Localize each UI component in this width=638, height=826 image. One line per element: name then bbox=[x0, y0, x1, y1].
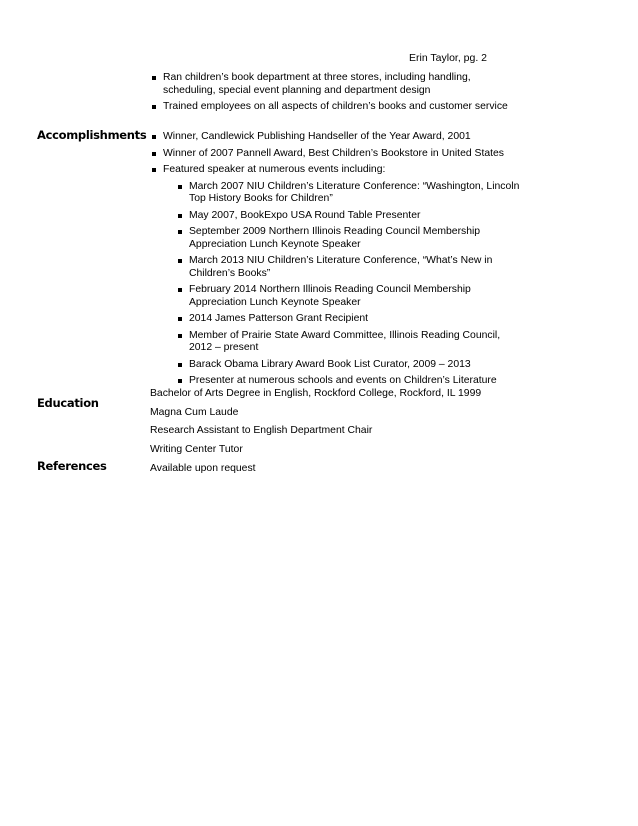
speaking-item: Barack Obama Library Award Book List Curator, 2009 – 2013 bbox=[176, 359, 520, 372]
speaking-item: September 2009 Northern Illinois Reading Council Membership Appreciation Lunch Keynote Speaker bbox=[176, 226, 520, 251]
speaking-item: March 2007 NIU Children’s Literature Conference: “Washington, Lincoln Top History Books for Children” bbox=[176, 181, 520, 206]
speaking-item: May 2007, BookExpo USA Round Table Presenter bbox=[176, 210, 520, 223]
references-section bbox=[150, 463, 520, 482]
speaking-item: Member of Prairie State Award Committee, Illinois Reading Council, 2012 – present bbox=[176, 330, 520, 355]
references-heading: References bbox=[37, 459, 107, 473]
accomplishment-item-speaking bbox=[150, 164, 520, 388]
accomplishments-section bbox=[150, 131, 520, 392]
accomplishment-item-label: Featured speaker at numerous events including: bbox=[163, 164, 386, 175]
education-section bbox=[150, 388, 520, 462]
speaking-item: 2014 James Patterson Grant Recipient bbox=[176, 313, 520, 326]
experience-bullet-list bbox=[150, 72, 520, 114]
page-header: Erin Taylor, pg. 2 bbox=[409, 52, 488, 64]
accomplishment-item: Winner, Candlewick Publishing Handseller of the Year Award, 2001 bbox=[150, 131, 520, 144]
speaking-item: March 2013 NIU Children’s Literature Conference, “What’s New in Children’s Books” bbox=[176, 255, 520, 280]
tutor-line: Writing Center Tutor bbox=[150, 443, 243, 455]
accomplishments-bullet-list bbox=[150, 131, 520, 388]
experience-continued-section bbox=[150, 72, 520, 118]
education-heading: Education bbox=[37, 396, 99, 410]
honors-line: Magna Cum Laude bbox=[150, 406, 239, 418]
accomplishment-item: Winner of 2007 Pannell Award, Best Children’s Bookstore in United States bbox=[150, 148, 520, 161]
degree-line: Bachelor of Arts Degree in English, Rockford College, Rockford, IL 1999 bbox=[150, 388, 482, 399]
speaking-item: February 2014 Northern Illinois Reading Council Membership Appreciation Lunch Keynote Speaker bbox=[176, 284, 520, 309]
references-text: Available upon request bbox=[150, 463, 256, 474]
speaking-engagements-list bbox=[163, 181, 520, 388]
assistant-line: Research Assistant to English Department Chair bbox=[150, 425, 373, 436]
experience-bullet: Ran children’s book department at three stores, including handling, scheduling, special event planning and department design bbox=[150, 72, 520, 97]
speaking-item: Presenter at numerous schools and events on Children’s Literature bbox=[176, 375, 520, 388]
experience-bullet: Trained employees on all aspects of children’s books and customer service bbox=[150, 101, 520, 114]
accomplishments-heading: Accomplishments bbox=[37, 128, 147, 142]
